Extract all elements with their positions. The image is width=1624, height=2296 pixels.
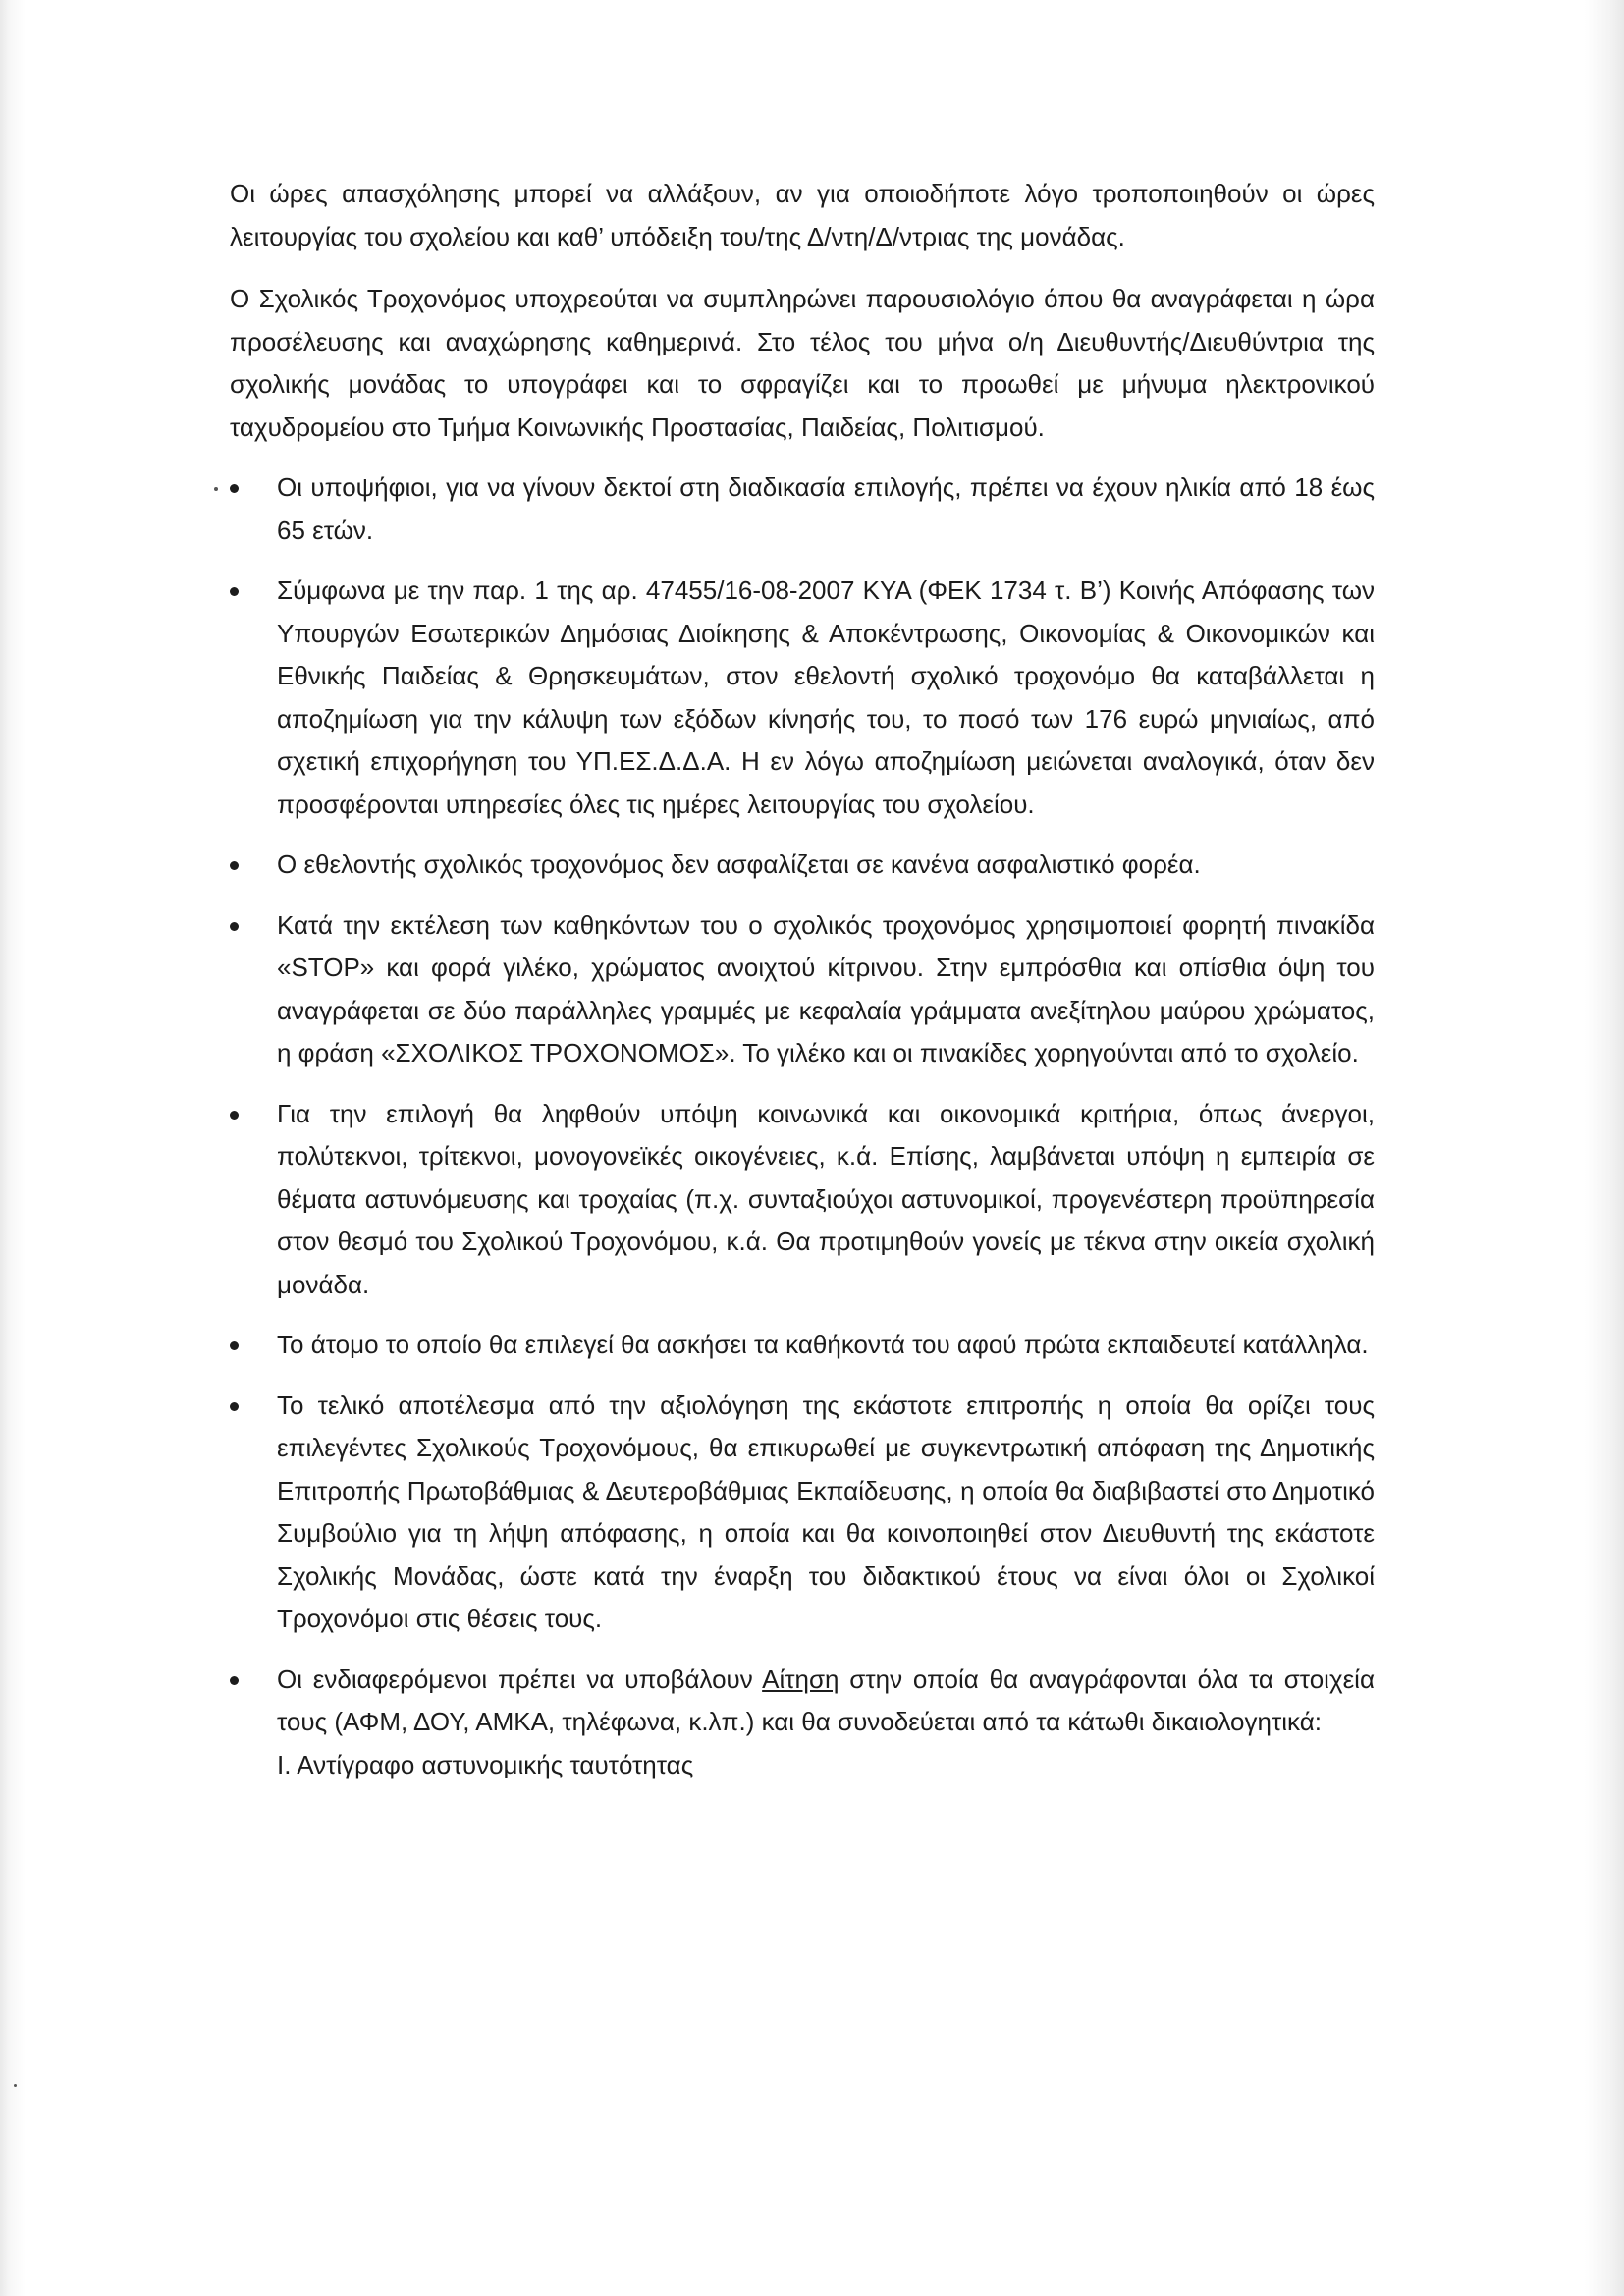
requirements-list xyxy=(230,466,1375,1786)
paragraph-attendance-log: Ο Σχολικός Τροχονόμος υποχρεούται να συμπληρώνει παρουσιολόγιο όπου θα αναγράφεται η ώρα προσέλευσης και αναχώρησης καθημερινά. Στο τέλος του μήνα ο/η Διευθυντής/Διευθύντρια της σχολικής μονάδας το υπογράφει και το σφραγίζει και το προωθεί με μήνυμα ηλεκτρονικού ταχυδρομείου στο Τμήμα Κοινωνικής Προστασίας, Παιδείας, Πολιτισμού. xyxy=(230,284,1375,442)
list-item xyxy=(230,844,1375,887)
application-text-before: Οι ενδιαφερόμενοι πρέπει να υποβάλουν xyxy=(277,1664,763,1694)
list-item-application xyxy=(230,1659,1375,1787)
list-item xyxy=(230,466,1375,552)
paragraph-working-hours: Οι ώρες απασχόλησης μπορεί να αλλάξουν, αν για οποιοδήποτε λόγο τροποποιηθούν οι ώρες λειτουργίας του σχολείου και καθ’ υπόδειξη του/της Δ/ντη/Δ/ντριας της μονάδας. xyxy=(230,179,1375,251)
bullet-icon xyxy=(230,484,239,493)
bullet-icon xyxy=(230,1111,239,1120)
list-item-text: Κατά την εκτέλεση των καθηκόντων του ο σχολικός τροχονόμος χρησιμοποιεί φορητή πινακίδα «STOP» και φορά γιλέκο, χρώματος ανοιχτού κίτρινου. Στην εμπρόσθια και οπίσθια όψη του αναγράφεται σε δύο παράλληλες γραμμές με κεφαλαία γράμματα ανεξίτηλου μαύρου χρώματος, η φράση «ΣΧΟΛΙΚΟΣ ΤΡΟΧΟΝΟΜΟΣ». Το γιλέκο και οι πινακίδες χορηγούνται από το σχολείο. xyxy=(277,909,1375,1067)
application-link: Αίτηση xyxy=(762,1664,839,1694)
scan-speck xyxy=(214,487,218,491)
list-item-text: Το άτομο το οποίο θα επιλεγεί θα ασκήσει τα καθήκοντά του αφού πρώτα εκπαιδευτεί κατάλληλα. xyxy=(277,1330,1369,1359)
bullet-icon xyxy=(230,1676,239,1685)
list-item xyxy=(230,1093,1375,1307)
list-item xyxy=(230,904,1375,1075)
required-document-item: Ι. Αντίγραφο αστυνομικής ταυτότητας xyxy=(277,1749,694,1779)
list-item-text: Σύμφωνα με την παρ. 1 της αρ. 47455/16-08-2007 ΚΥΑ (ΦΕΚ 1734 τ. Β’) Κοινής Απόφασης των Υπουργών Εσωτερικών Δημόσιας Διοίκησης & Αποκέντρωσης, Οικονομίας & Οικονομικών και Εθνικής Παιδείας & Θρησκευμάτων, στον εθελοντή σχολικό τροχονόμο θα καταβάλλεται η αποζημίωση για την κάλυψη των εξόδων κίνησής του, το ποσό των 176 ευρώ μηνιαίως, από σχετική επιχορήγηση του ΥΠ.ΕΣ.Δ.Δ.Α. Η εν λόγω αποζημίωση μειώνεται αναλογικά, όταν δεν προσφέρονται υπηρεσίες όλες τις ημέρες λειτουργίας του σχολείου. xyxy=(277,575,1375,819)
list-item-text: Για την επιλογή θα ληφθούν υπόψη κοινωνικά και οικονομικά κριτήρια, όπως άνεργοι, πολύτεκνοι, τρίτεκνοι, μονογονεϊκές οικογένειες, κ.ά. Επίσης, λαμβάνεται υπόψη η εμπειρία σε θέματα αστυνόμευσης και τροχαίας (π.χ. συνταξιούχοι αστυνομικοί, προγενέστερη προϋπηρεσία στον θεσμό του Σχολικού Τροχονόμου, κ.ά. Θα προτιμηθούν γονείς με τέκνα στην οικεία σχολική μονάδα. xyxy=(277,1098,1375,1299)
bullet-icon xyxy=(230,922,239,931)
list-item xyxy=(230,570,1375,826)
list-item xyxy=(230,1385,1375,1641)
bullet-icon xyxy=(230,1402,239,1411)
bullet-icon xyxy=(230,587,239,596)
bullet-icon xyxy=(230,1341,239,1350)
scan-speck xyxy=(14,2084,17,2087)
application-text-after: στην οποία θα αναγράφονται όλα τα στοιχεία τους (ΑΦΜ, ΔΟΥ, ΑΜΚΑ, τηλέφωνα, κ.λπ.) και θα συνοδεύεται από τα κάτωθι δικαιολογητικά: xyxy=(277,1664,1375,1736)
list-item-text: Ο εθελοντής σχολικός τροχονόμος δεν ασφαλίζεται σε κανένα ασφαλιστικό φορέα. xyxy=(277,849,1201,879)
list-item xyxy=(230,1324,1375,1367)
document-body xyxy=(230,173,1375,1804)
list-item-text: Οι υποψήφιοι, για να γίνουν δεκτοί στη διαδικασία επιλογής, πρέπει να έχουν ηλικία από 18 έως 65 ετών. xyxy=(277,472,1375,545)
list-item-text: Το τελικό αποτέλεσμα από την αξιολόγηση της εκάστοτε επιτροπής η οποία θα ορίζει τους επιλεγέντες Σχολικούς Τροχονόμους, θα επικυρωθεί με συγκεντρωτική απόφαση της Δημοτικής Επιτροπής Πρωτοβάθμιας & Δευτεροβάθμιας Εκπαίδευσης, η οποία θα διαβιβαστεί στο Δημοτικό Συμβούλιο για τη λήψη απόφασης, η οποία και θα κοινοποιηθεί στον Διευθυντή της εκάστοτε Σχολικής Μονάδας, ώστε κατά την έναρξη του διδακτικού έτους να είναι όλοι οι Σχολικοί Τροχονόμοι στις θέσεις τους. xyxy=(277,1390,1375,1633)
bullet-icon xyxy=(230,861,239,870)
